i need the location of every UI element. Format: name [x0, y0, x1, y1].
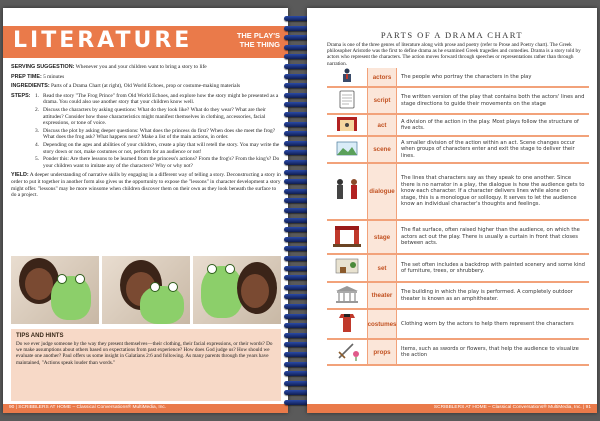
term-label: stage	[367, 221, 397, 253]
actor-icon	[327, 68, 367, 86]
row-dialogue	[327, 164, 589, 221]
serving-label: SERVING SUGGESTION:	[11, 64, 75, 70]
serving-suggestion	[11, 64, 281, 71]
term-label: costumes	[367, 310, 397, 338]
term-definition: The building in which the play is performed. A completely outdoor theater is known as an amphitheater.	[401, 289, 573, 302]
props-icon	[327, 340, 367, 364]
photo-girl-with-frog-1	[11, 256, 99, 324]
term-definition: The flat surface, often raised higher than the audience, on which the actors act out the play. There is usually a curtain in front that closes between acts.	[401, 227, 580, 247]
literature-header	[3, 26, 288, 58]
term-definition: The written version of the play that contains both the actors' lines and stage directions to guide their movements on the stage	[401, 94, 585, 107]
step-number: 4.	[35, 141, 40, 148]
term-label: scene	[367, 137, 397, 162]
term-definition: The people who portray the characters in the play	[401, 73, 532, 80]
activity-text	[11, 64, 281, 202]
step-text: Read the story "The Frog Prince" from Old World Echoes, and explore how the story might be presented as a drama. You could also use another story that your children know well.	[43, 92, 279, 106]
serving-text: Whenever you and your children want to bring a story to life	[75, 64, 207, 70]
row-theater	[327, 283, 589, 310]
step-text: Discuss the plot by asking deeper questions: What does the princess do first? When does she meet the frog? What does the frog ask? What happens next? Make a list of the main actions, in order.	[43, 127, 276, 141]
prep-time	[11, 74, 281, 81]
term-label: set	[367, 255, 397, 281]
term-label: dialogue	[367, 164, 397, 219]
step-number: 3.	[35, 127, 40, 134]
tips-text: Do we ever judge someone by the way they present themselves—their clothing, their facial expressions, or their words? Do we make assumptions about others based on expectations from past experience? How does God judge us? How should we evaluate one another? Paul offers us some insight in Galatians 2:6 and following. As many parents through the years have maintained, "Actions speak louder than words."	[16, 341, 273, 366]
left-footer	[3, 404, 288, 413]
step-number: 1.	[35, 92, 40, 99]
term-definition: A smaller division of the action within an act. Scene changes occur when groups of characters enter and exit the stage to deliver their lines.	[401, 139, 575, 159]
photo-girl-with-frog-2	[102, 256, 190, 324]
ingredients	[11, 83, 281, 90]
ingredients-text: Parts of a Drama Chart (at right), Old World Echoes, prop or costume-making materials	[51, 83, 241, 90]
costumes-icon	[327, 310, 367, 338]
page-subtitle	[237, 31, 280, 49]
subtitle-line-2: THE THING	[239, 40, 280, 49]
row-scene	[327, 137, 589, 164]
prep-label: PREP TIME:	[11, 73, 42, 80]
set-icon	[327, 255, 367, 281]
term-definition: The set often includes a backdrop with painted scenery and some kind of furniture, trees, or shrubbery.	[401, 261, 585, 274]
steps-list	[11, 93, 281, 170]
left-footer-text: 90 | SCRIBBLERS AT HOME – Classical Conversations® MultiMedia, Inc.	[9, 405, 167, 410]
step-item	[11, 156, 281, 169]
right-footer-text: SCRIBBLERS AT HOME – Classical Conversations® MultiMedia, Inc. | 91	[433, 405, 591, 410]
drama-parts-table	[327, 68, 589, 366]
row-props	[327, 340, 589, 366]
term-label: actors	[367, 68, 397, 86]
yield-text: A deeper understanding of narrative skills by engaging in a different way of telling a story. Deconstructing a story in order to put it together in another form also gives us the opportunity to expose the "lessons" in character development a story might offer. "lessons" may be more winsome when children discover them on their own as they look beneath the surface to do a project.	[11, 172, 281, 199]
script-icon	[327, 88, 367, 113]
chart-title: PARTS OF A DRAMA CHART	[380, 30, 524, 40]
tips-title: TIPS AND HINTS	[16, 333, 64, 339]
right-page	[307, 8, 597, 413]
term-definition: A division of the action in the play. Most plays follow the structure of five acts.	[401, 118, 579, 131]
page-title: LITERATURE	[13, 28, 193, 53]
photo-girl-with-frog-3	[193, 256, 281, 324]
term-definition: Items, such as swords or flowers, that help the audience to visualize the action	[401, 345, 579, 358]
dialogue-icon	[327, 164, 367, 219]
step-text: Ponder this: Are there lessons to be learned from the princess's actions? From the frog's? From the king's? Do your children want to imitate any of the characters? Why or why not?	[43, 156, 280, 169]
yield	[11, 172, 281, 198]
left-page	[3, 8, 288, 413]
right-footer	[307, 404, 597, 413]
stage-icon	[327, 221, 367, 253]
step-item	[11, 128, 281, 141]
tips-box	[11, 329, 281, 401]
step-text: Depending on the ages and abilities of your children, create a play that will retell the story. You may write the story down or not, make costumes or not, perform for an audience or not!	[43, 141, 280, 155]
step-number: 5.	[35, 156, 40, 163]
row-stage	[327, 221, 589, 255]
row-set	[327, 255, 589, 283]
term-definition: The lines that characters say as they speak to one another. Since there is no narrator in a play, the dialogue is how the audience gets to know each character. If a character delivers lines while alone on stage, this is a monologue or soliloquy. It serves to let the audience know an individual character's thoughts and feelings.	[401, 175, 585, 208]
row-costumes	[327, 310, 589, 340]
term-label: theater	[367, 283, 397, 308]
term-label: props	[367, 340, 397, 364]
subtitle-line-1: THE PLAY'S	[236, 31, 280, 40]
chart-intro: Drama is one of the three genres of literature along with prose and poetry (refer to Prose and Poetry chart). The Greek philosopher Aristotle was the first to define drama as he examined Greek tragedies and comedies. Drama is a story told by actors who represent the characters. The action moves forward through speeches or representations rather than through narration.	[327, 42, 581, 67]
steps-label: STEPS:	[11, 92, 31, 99]
yield-label: YIELD:	[11, 172, 29, 179]
row-script	[327, 88, 589, 115]
ingredients-label: INGREDIENTS:	[11, 83, 50, 90]
step-number: 2.	[35, 106, 40, 113]
step-item	[11, 107, 281, 127]
term-label: act	[367, 115, 397, 135]
step-text: Discuss the characters by asking questions: What do they look like? What do they wear? What are their attitudes? Consider how those characteristics might manifest themselves in clothing, accessories, facial expressions, or tone of voice.	[43, 106, 266, 127]
scene-icon	[327, 137, 367, 162]
theater-icon	[327, 283, 367, 308]
step-item	[11, 93, 281, 106]
prep-text: 5 minutes	[43, 73, 65, 80]
step-item	[11, 142, 281, 155]
term-label: script	[367, 88, 397, 113]
row-actors	[327, 68, 589, 88]
row-act	[327, 115, 589, 137]
term-definition: Clothing worn by the actors to help them represent the characters	[401, 320, 574, 327]
photo-strip	[11, 256, 281, 324]
act-icon	[327, 115, 367, 135]
